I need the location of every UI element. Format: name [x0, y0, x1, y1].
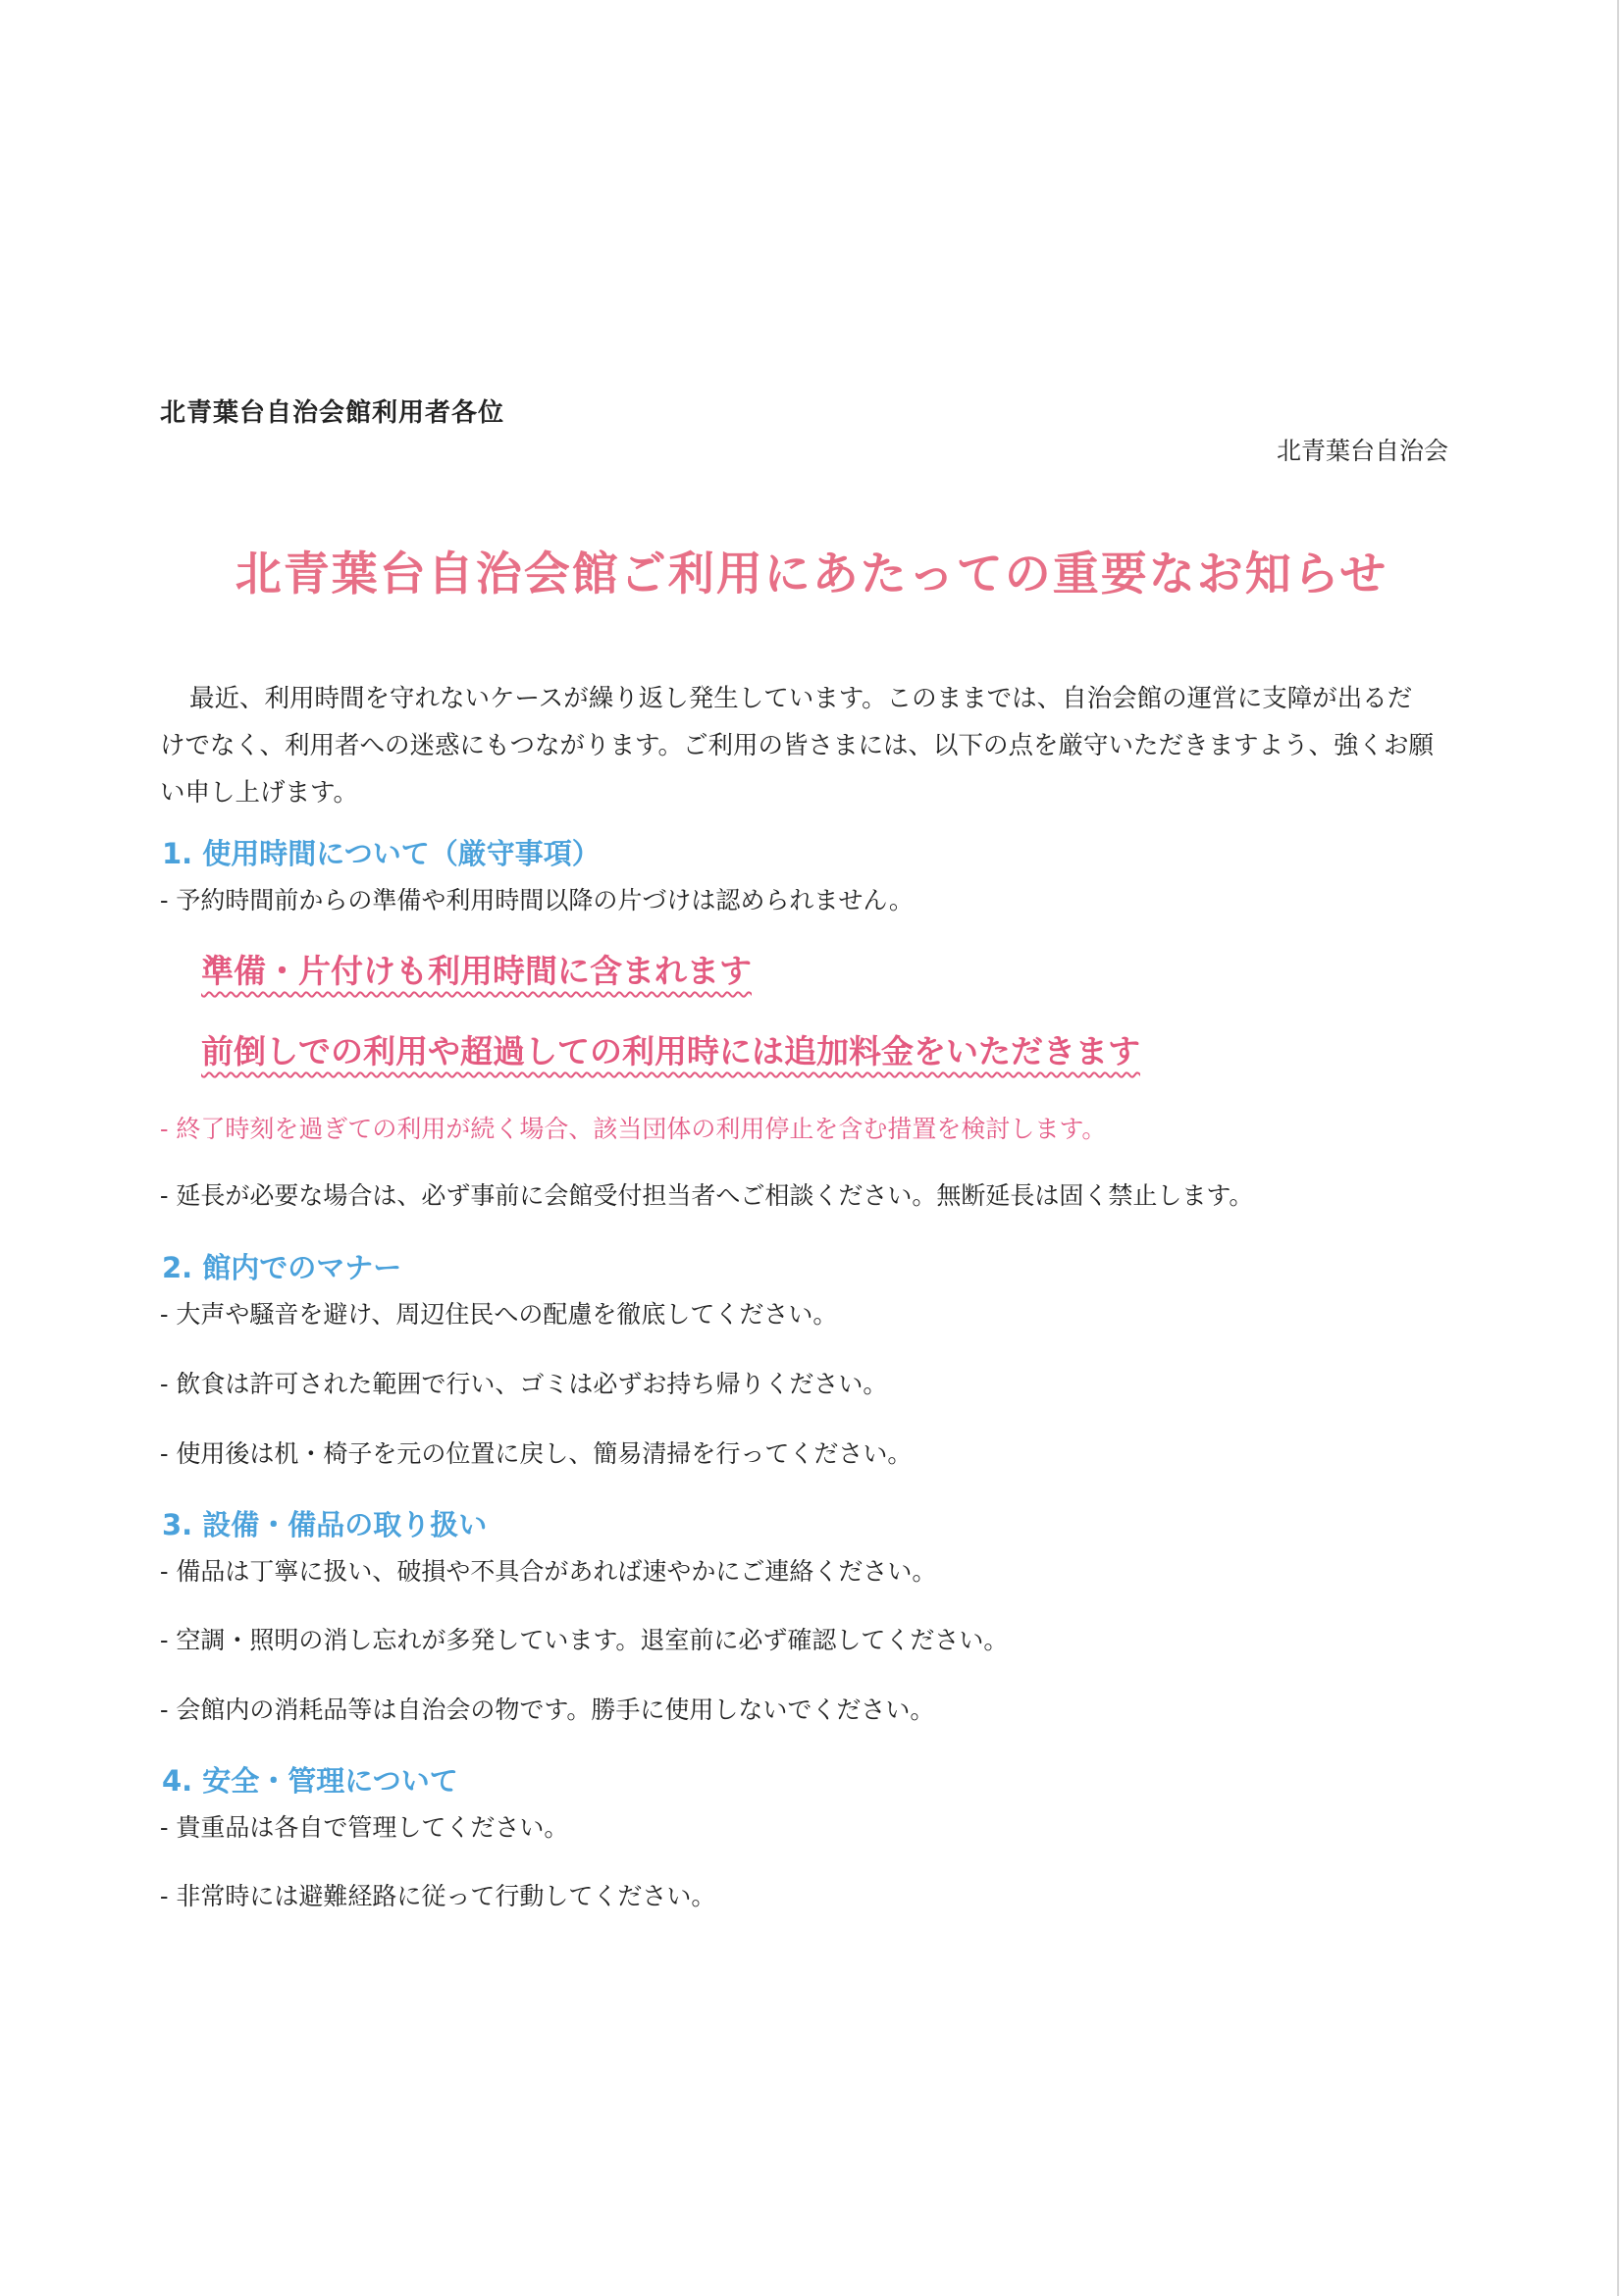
section-3-item: - 備品は丁寧に扱い、破損や不具合があれば速やかにご連絡ください。 [160, 1557, 937, 1586]
scan-edge-line [1617, 0, 1619, 2296]
sender: 北青葉台自治会 [1276, 437, 1448, 465]
section-4-item: - 非常時には避難経路に従って行動してください。 [160, 1882, 716, 1910]
section-2-item: - 大声や騒音を避け、周辺住民への配慮を徹底してください。 [160, 1300, 838, 1329]
section-4-item: - 貴重品は各自で管理してください。 [160, 1813, 569, 1842]
addressee: 北青葉台自治会館利用者各位 [160, 398, 505, 428]
section-3-item: - 空調・照明の消し忘れが多発しています。退室前に必ず確認してください。 [160, 1626, 1009, 1654]
section-2-item: - 飲食は許可された範囲で行い、ゴミは必ずお持ち帰りください。 [160, 1370, 888, 1398]
section-2-heading: 2. 館内でのマナー [162, 1251, 402, 1284]
section-3-heading: 3. 設備・備品の取り扱い [162, 1508, 488, 1541]
section-4-heading: 4. 安全・管理について [162, 1764, 458, 1798]
section-3-item: - 会館内の消耗品等は自治会の物です。勝手に使用しないでください。 [160, 1696, 935, 1724]
emphasis-line-2: 前倒しでの利用や超過しての利用時には追加料金をいただきます [201, 1032, 1140, 1070]
warning-item: - 終了時刻を過ぎての利用が続く場合、該当団体の利用停止を含む措置を検討します。 [160, 1115, 1107, 1143]
section-1-item: - 予約時間前からの準備や利用時間以降の片づけは認められません。 [160, 886, 914, 914]
intro-paragraph: 最近、利用時間を守れないケースが繰り返し発生しています。このままでは、自治会館の運営に支障が出るだけでなく、利用者への迷惑にもつながります。ご利用の皆さまには、以下の点を厳守いただきますよう、強くお願い申し上げます。 [160, 684, 1434, 808]
section-2-item: - 使用後は机・椅子を元の位置に戻し、簡易清掃を行ってください。 [160, 1439, 913, 1468]
section-1-extension-item: - 延長が必要な場合は、必ず事前に会館受付担当者へご相談ください。無断延長は固く禁止します。 [160, 1181, 1254, 1210]
section-1-heading: 1. 使用時間について（厳守事項） [162, 837, 601, 870]
emphasis-line-1: 準備・片付けも利用時間に含まれます [201, 952, 752, 990]
notice-title: 北青葉台自治会館ご利用にあたっての重要なお知らせ [235, 548, 1388, 601]
